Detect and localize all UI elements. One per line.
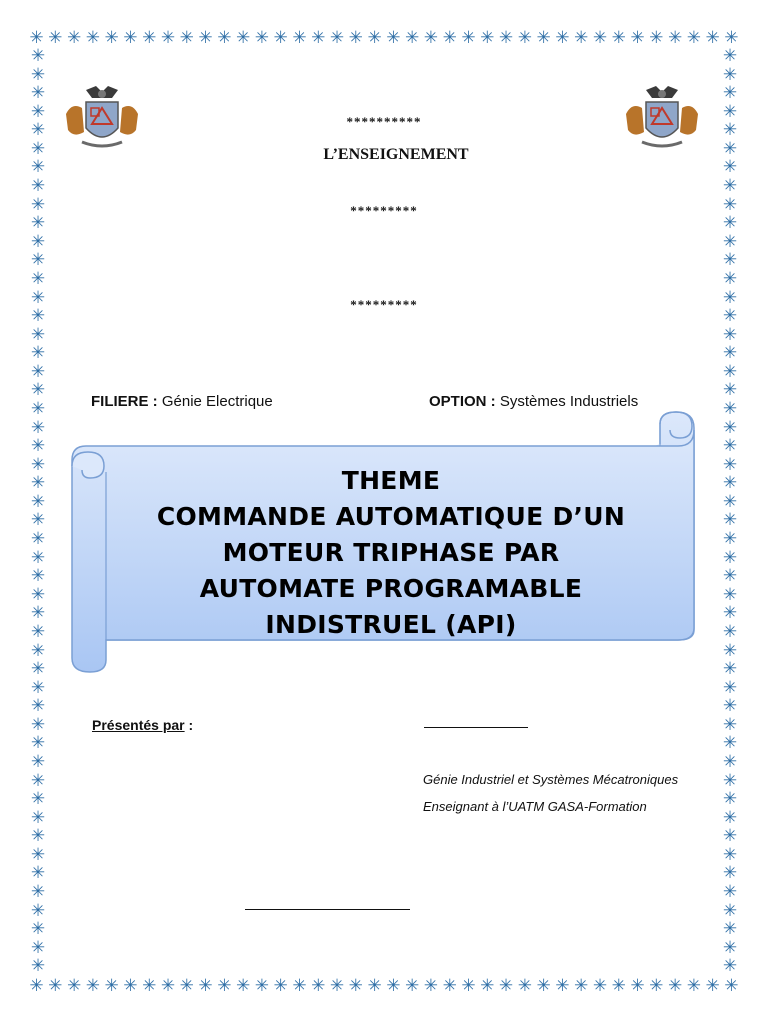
border-star-icon: ✳	[30, 529, 46, 550]
border-star-icon: ✳	[30, 733, 46, 754]
border-star-icon: ✳	[722, 120, 738, 141]
border-star-icon: ✳	[461, 975, 476, 996]
border-star-icon: ✳	[123, 27, 138, 48]
border-star-icon: ✳	[722, 714, 738, 735]
border-star-icon: ✳	[30, 64, 46, 85]
border-star-icon: ✳	[30, 900, 46, 921]
border-top	[28, 28, 740, 48]
border-star-icon: ✳	[722, 268, 738, 289]
border-star-icon: ✳	[722, 473, 738, 494]
border-star-icon: ✳	[461, 27, 476, 48]
border-star-icon: ✳	[329, 975, 345, 996]
border-star-icon: ✳	[30, 120, 46, 141]
border-star-icon: ✳	[273, 27, 288, 48]
border-star-icon: ✳	[367, 975, 382, 996]
theme-line: MOTEUR TRIPHASE PAR	[222, 538, 560, 567]
border-star-icon: ✳	[686, 27, 701, 48]
border-star-icon: ✳	[30, 956, 46, 977]
border-star-icon: ✳	[348, 975, 363, 996]
border-star-icon: ✳	[30, 361, 46, 382]
presented-by-label: Présentés par	[92, 717, 185, 733]
border-star-icon: ✳	[30, 659, 46, 680]
border-star-icon: ✳	[480, 975, 495, 996]
border-star-icon: ✳	[498, 27, 514, 48]
border-star-icon: ✳	[30, 138, 46, 159]
border-star-icon: ✳	[722, 101, 738, 122]
border-star-icon: ✳	[722, 510, 738, 531]
border-star-icon: ✳	[254, 27, 269, 48]
border-star-icon: ✳	[29, 975, 44, 996]
border-star-icon: ✳	[649, 27, 664, 48]
border-star-icon: ✳	[722, 231, 738, 252]
border-star-icon: ✳	[198, 27, 213, 48]
border-star-icon: ✳	[649, 975, 664, 996]
border-star-icon: ✳	[30, 343, 46, 364]
border-star-icon: ✳	[30, 491, 46, 512]
border-star-icon: ✳	[235, 27, 251, 48]
border-right	[720, 48, 740, 976]
border-star-icon: ✳	[722, 83, 738, 104]
border-star-icon: ✳	[123, 975, 138, 996]
border-star-icon: ✳	[722, 844, 738, 865]
border-star-icon: ✳	[536, 27, 551, 48]
border-star-icon: ✳	[30, 194, 46, 215]
border-star-icon: ✳	[686, 975, 701, 996]
border-star-icon: ✳	[179, 975, 194, 996]
border-star-icon: ✳	[705, 27, 720, 48]
border-star-icon: ✳	[66, 975, 82, 996]
border-star-icon: ✳	[705, 975, 720, 996]
border-star-icon: ✳	[722, 751, 738, 772]
border-star-icon: ✳	[254, 975, 269, 996]
border-star-icon: ✳	[722, 436, 738, 457]
theme-title	[104, 463, 678, 643]
border-star-icon: ✳	[722, 213, 738, 234]
border-star-icon: ✳	[311, 27, 326, 48]
border-star-icon: ✳	[517, 27, 532, 48]
border-star-icon: ✳	[498, 975, 514, 996]
border-star-icon: ✳	[423, 27, 439, 48]
signature-line	[245, 909, 410, 910]
border-star-icon: ✳	[722, 826, 738, 847]
border-star-icon: ✳	[722, 956, 738, 977]
border-star-icon: ✳	[367, 27, 382, 48]
border-star-icon: ✳	[442, 27, 457, 48]
border-star-icon: ✳	[722, 398, 738, 419]
border-star-icon: ✳	[329, 27, 345, 48]
border-star-icon: ✳	[179, 27, 194, 48]
border-star-icon: ✳	[442, 975, 457, 996]
border-star-icon: ✳	[722, 584, 738, 605]
border-star-icon: ✳	[30, 46, 46, 66]
border-star-icon: ✳	[722, 176, 738, 197]
border-star-icon: ✳	[724, 975, 739, 996]
border-star-icon: ✳	[722, 547, 738, 568]
supervisor-affiliation: Enseignant à l’UATM GASA-Formation	[423, 799, 647, 814]
border-star-icon: ✳	[722, 696, 738, 717]
border-star-icon: ✳	[722, 491, 738, 512]
presented-by	[92, 717, 193, 733]
border-star-icon: ✳	[722, 157, 738, 178]
border-star-icon: ✳	[104, 975, 119, 996]
border-star-icon: ✳	[722, 250, 738, 271]
border-star-icon: ✳	[611, 27, 626, 48]
border-star-icon: ✳	[104, 27, 119, 48]
theme-line: INDISTRUEL (API)	[265, 610, 517, 639]
border-star-icon: ✳	[30, 287, 46, 308]
border-star-icon: ✳	[48, 975, 63, 996]
border-star-icon: ✳	[30, 213, 46, 234]
border-star-icon: ✳	[30, 807, 46, 828]
border-star-icon: ✳	[30, 83, 46, 104]
border-star-icon: ✳	[30, 306, 46, 327]
border-star-icon: ✳	[722, 64, 738, 85]
border-star-icon: ✳	[235, 975, 251, 996]
border-star-icon: ✳	[592, 975, 608, 996]
border-star-icon: ✳	[30, 324, 46, 345]
border-star-icon: ✳	[722, 454, 738, 475]
border-star-icon: ✳	[630, 27, 645, 48]
border-star-icon: ✳	[386, 975, 401, 996]
border-star-icon: ✳	[722, 882, 738, 903]
border-star-icon: ✳	[292, 975, 307, 996]
border-star-icon: ✳	[142, 27, 157, 48]
border-star-icon: ✳	[30, 696, 46, 717]
border-star-icon: ✳	[722, 306, 738, 327]
border-star-icon: ✳	[30, 454, 46, 475]
border-star-icon: ✳	[722, 919, 738, 940]
border-left	[28, 48, 48, 976]
border-star-icon: ✳	[142, 975, 157, 996]
border-star-icon: ✳	[30, 176, 46, 197]
border-star-icon: ✳	[722, 603, 738, 624]
border-star-icon: ✳	[722, 380, 738, 401]
border-star-icon: ✳	[48, 27, 63, 48]
border-star-icon: ✳	[30, 826, 46, 847]
border-star-icon: ✳	[722, 733, 738, 754]
border-star-icon: ✳	[29, 27, 44, 48]
filiere-label: FILIERE :	[91, 393, 158, 410]
border-star-icon: ✳	[724, 27, 739, 48]
border-star-icon: ✳	[722, 640, 738, 661]
border-star-icon: ✳	[722, 361, 738, 382]
border-star-icon: ✳	[30, 789, 46, 810]
border-star-icon: ✳	[722, 343, 738, 364]
border-star-icon: ✳	[722, 937, 738, 958]
border-star-icon: ✳	[722, 566, 738, 587]
border-star-icon: ✳	[722, 138, 738, 159]
theme-line: AUTOMATE PROGRAMABLE	[199, 574, 583, 603]
border-star-icon: ✳	[722, 677, 738, 698]
border-star-icon: ✳	[722, 900, 738, 921]
border-star-icon: ✳	[217, 27, 232, 48]
border-star-icon: ✳	[667, 27, 683, 48]
filiere-value: Génie Electrique	[157, 393, 273, 410]
border-star-icon: ✳	[667, 975, 683, 996]
border-star-icon: ✳	[30, 863, 46, 884]
border-star-icon: ✳	[30, 566, 46, 587]
border-star-icon: ✳	[66, 27, 82, 48]
supervisor-name-line	[424, 727, 528, 728]
border-star-icon: ✳	[292, 27, 307, 48]
border-star-icon: ✳	[160, 975, 176, 996]
border-star-icon: ✳	[30, 380, 46, 401]
border-star-icon: ✳	[30, 603, 46, 624]
border-star-icon: ✳	[30, 157, 46, 178]
border-star-icon: ✳	[85, 975, 100, 996]
border-star-icon: ✳	[30, 751, 46, 772]
border-star-icon: ✳	[217, 975, 232, 996]
border-star-icon: ✳	[722, 324, 738, 345]
border-star-icon: ✳	[30, 398, 46, 419]
border-star-icon: ✳	[30, 640, 46, 661]
theme-line: COMMANDE AUTOMATIQUE D’UN	[156, 502, 626, 531]
border-star-icon: ✳	[311, 975, 326, 996]
border-star-icon: ✳	[30, 231, 46, 252]
border-star-icon: ✳	[85, 27, 100, 48]
border-star-icon: ✳	[30, 510, 46, 531]
border-star-icon: ✳	[30, 919, 46, 940]
border-star-icon: ✳	[30, 250, 46, 271]
border-star-icon: ✳	[630, 975, 645, 996]
border-star-icon: ✳	[722, 287, 738, 308]
border-star-icon: ✳	[574, 27, 589, 48]
border-star-icon: ✳	[30, 584, 46, 605]
border-star-icon: ✳	[30, 101, 46, 122]
border-star-icon: ✳	[574, 975, 589, 996]
border-star-icon: ✳	[555, 975, 570, 996]
border-star-icon: ✳	[30, 714, 46, 735]
border-star-icon: ✳	[30, 473, 46, 494]
border-star-icon: ✳	[30, 417, 46, 438]
option-label: OPTION :	[429, 393, 496, 410]
border-star-icon: ✳	[722, 659, 738, 680]
border-star-icon: ✳	[722, 621, 738, 642]
border-star-icon: ✳	[273, 975, 288, 996]
ministry-heading: L’ENSEIGNEMENT	[323, 146, 469, 163]
border-star-icon: ✳	[386, 27, 401, 48]
border-star-icon: ✳	[198, 975, 213, 996]
border-star-icon: ✳	[30, 677, 46, 698]
option-value: Systèmes Industriels	[495, 393, 639, 410]
border-star-icon: ✳	[348, 27, 363, 48]
border-star-icon: ✳	[611, 975, 626, 996]
border-star-icon: ✳	[30, 436, 46, 457]
border-star-icon: ✳	[722, 789, 738, 810]
border-star-icon: ✳	[517, 975, 532, 996]
border-star-icon: ✳	[405, 27, 420, 48]
border-star-icon: ✳	[405, 975, 420, 996]
border-star-icon: ✳	[30, 621, 46, 642]
border-star-icon: ✳	[592, 27, 608, 48]
border-star-icon: ✳	[30, 882, 46, 903]
border-star-icon: ✳	[480, 27, 495, 48]
border-star-icon: ✳	[30, 547, 46, 568]
border-star-icon: ✳	[722, 46, 738, 66]
header-stars-3: *********	[350, 297, 418, 312]
border-star-icon: ✳	[160, 27, 176, 48]
border-star-icon: ✳	[722, 529, 738, 550]
border-star-icon: ✳	[30, 770, 46, 791]
theme-line: THEME	[341, 466, 441, 495]
border-star-icon: ✳	[536, 975, 551, 996]
border-star-icon: ✳	[555, 27, 570, 48]
border-star-icon: ✳	[722, 770, 738, 791]
border-star-icon: ✳	[722, 807, 738, 828]
supervisor-department: Génie Industriel et Systèmes Mécatroniques	[423, 772, 679, 787]
border-star-icon: ✳	[30, 844, 46, 865]
border-star-icon: ✳	[30, 937, 46, 958]
border-star-icon: ✳	[30, 268, 46, 289]
border-star-icon: ✳	[722, 863, 738, 884]
border-star-icon: ✳	[722, 417, 738, 438]
border-bottom	[28, 976, 740, 996]
header-stars-2: *********	[350, 203, 418, 218]
presented-by-colon: :	[184, 717, 194, 733]
border-star-icon: ✳	[722, 194, 738, 215]
border-star-icon: ✳	[423, 975, 439, 996]
header-stars-1: **********	[346, 114, 422, 129]
